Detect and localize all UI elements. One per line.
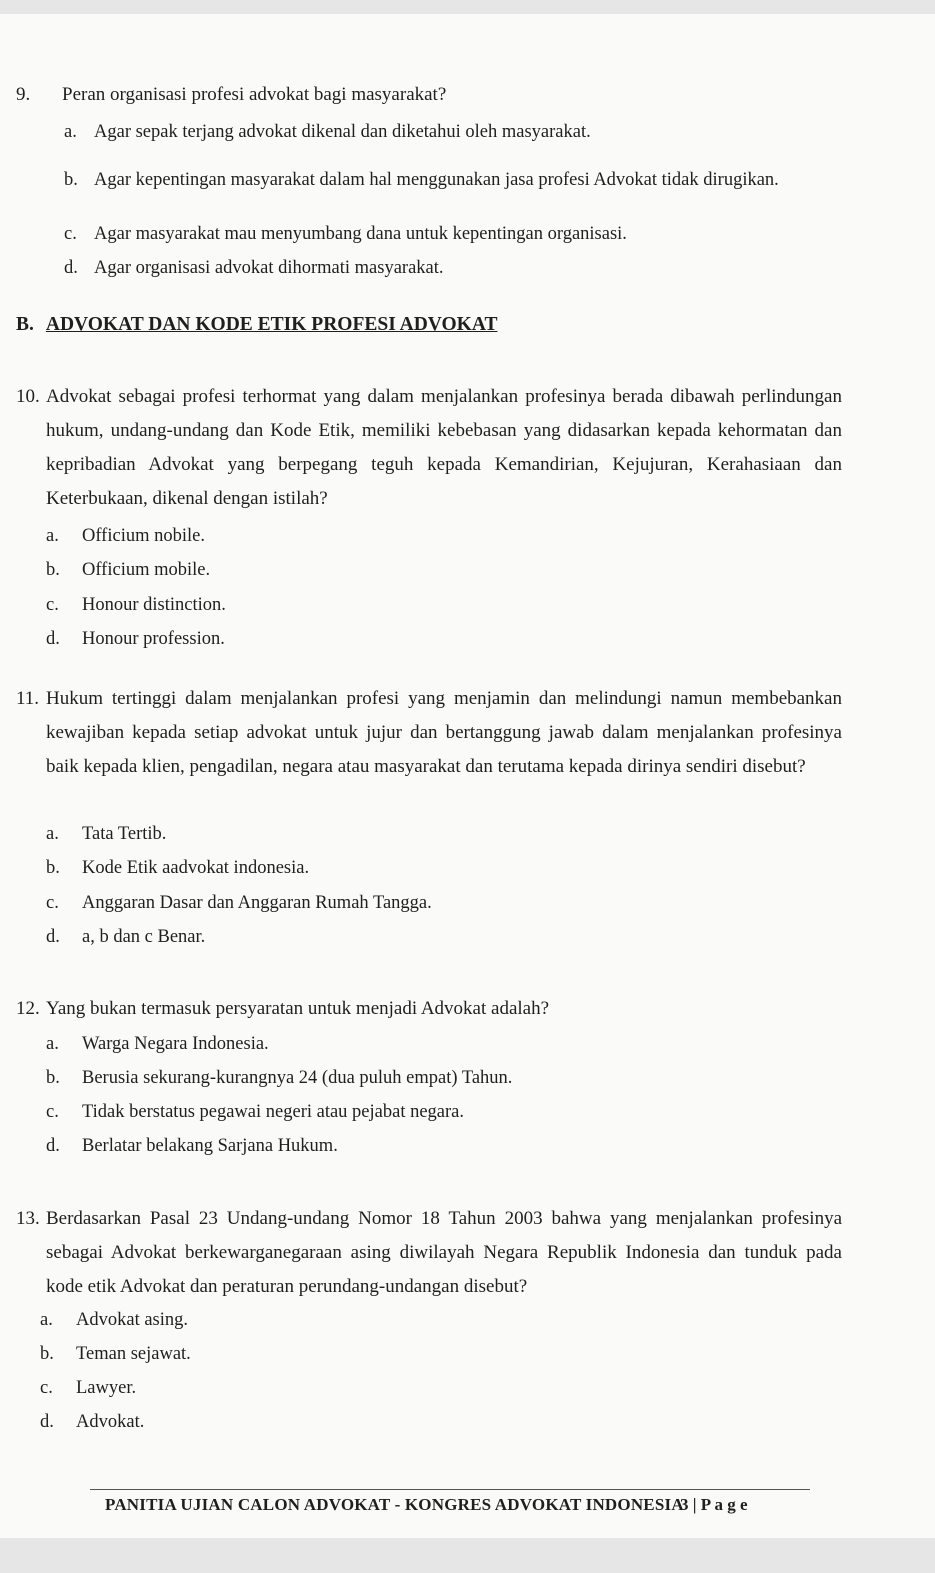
question-text: Hukum tertinggi dalam menjalankan profesi yang menjamin dan melindungi namun membebankan kewajiban kepada setiap advokat untuk jujur dan bertanggung jawab dalam menjalankan profesinya baik kepada klien, pengadilan, negara atau masyarakat dan terutama kepada dirinya sendiri disebut?: [46, 688, 842, 777]
option-label: c.: [46, 595, 59, 615]
option-label: c.: [46, 1102, 59, 1122]
option-11c: [46, 891, 432, 915]
section-label: B.: [16, 314, 34, 335]
option-10a: [46, 524, 205, 548]
option-13c: [40, 1376, 136, 1400]
option-text: Agar masyarakat mau menyumbang dana untuk kepentingan organisasi.: [94, 224, 627, 244]
option-label: b.: [46, 560, 60, 580]
option-text: Agar sepak terjang advokat dikenal dan diketahui oleh masyarakat.: [94, 122, 591, 142]
option-text: Advokat asing.: [76, 1310, 189, 1330]
option-10b: [46, 558, 210, 582]
option-label: a.: [46, 526, 59, 546]
question-10: [16, 380, 842, 516]
question-13: [16, 1202, 842, 1304]
option-label: c.: [46, 893, 59, 913]
option-text: Berusia sekurang-kurangnya 24 (dua puluh empat) Tahun.: [82, 1068, 513, 1088]
option-9d: [64, 256, 444, 280]
footer-divider: [90, 1489, 810, 1490]
question-number: 10.: [16, 386, 40, 407]
option-label: b.: [40, 1344, 54, 1364]
option-text: Warga Negara Indonesia.: [82, 1034, 269, 1054]
option-label: d.: [46, 1136, 60, 1156]
section-heading: [16, 314, 497, 336]
question-number: 9.: [16, 84, 31, 105]
section-title: ADVOKAT DAN KODE ETIK PROFESI ADVOKAT: [45, 314, 498, 335]
option-label: c.: [40, 1378, 53, 1398]
document-page: [0, 14, 935, 1538]
question-number: 11.: [16, 688, 40, 709]
option-13d: [40, 1410, 144, 1434]
option-text: Berlatar belakang Sarjana Hukum.: [82, 1136, 338, 1156]
question-text: Yang bukan termasuk persyaratan untuk menjadi Advokat adalah?: [46, 998, 550, 1019]
option-13a: [40, 1308, 188, 1332]
option-10d: [46, 627, 225, 651]
option-label: b.: [46, 1068, 60, 1088]
option-text: Tidak berstatus pegawai negeri atau pejabat negara.: [82, 1102, 465, 1122]
question-text: Berdasarkan Pasal 23 Undang-undang Nomor 18 Tahun 2003 bahwa yang menjalankan profesinya sebagai Advokat berkewarganegaraan asing diwilayah Negara Republik Indonesia dan tunduk pada kode etik Advokat dan peraturan perundang-undangan disebut?: [46, 1208, 842, 1297]
option-label: a.: [46, 824, 59, 844]
option-11d: [46, 925, 205, 949]
option-text: Advokat.: [76, 1412, 145, 1432]
question-number: 12.: [16, 998, 40, 1019]
option-11a: [46, 822, 166, 846]
page-number: 3 | P a g e: [680, 1495, 748, 1514]
option-text: Officium nobile.: [82, 526, 205, 546]
option-12c: [46, 1100, 464, 1124]
question-11: [16, 682, 842, 784]
question-9: [16, 78, 816, 112]
option-label: b.: [46, 858, 60, 878]
question-text: Advokat sebagai profesi terhormat yang dalam menjalankan profesinya berada dibawah perlindungan hukum, undang-undang dan Kode Etik, memiliki kebebasan yang didasarkan kepada kehormatan dan kepribadian Advokat yang berpegang teguh kepada Kemandirian, Kejujuran, Kerahasiaan dan Keterbukaan, dikenal dengan istilah?: [46, 386, 842, 509]
option-12a: [46, 1032, 269, 1056]
option-label: b.: [64, 170, 78, 190]
option-text: Agar organisasi advokat dihormati masyarakat.: [94, 258, 444, 278]
option-label: d.: [46, 629, 60, 649]
option-13b: [40, 1342, 191, 1366]
option-9b: [64, 164, 816, 197]
option-text: Officium mobile.: [82, 560, 211, 580]
option-text: Kode Etik aadvokat indonesia.: [82, 858, 310, 878]
option-label: d.: [46, 927, 60, 947]
option-9c: [64, 222, 627, 246]
option-text: Agar kepentingan masyarakat dalam hal menggunakan jasa profesi Advokat tidak dirugikan.: [94, 170, 779, 190]
option-label: a.: [64, 122, 77, 142]
question-text: Peran organisasi profesi advokat bagi masyarakat?: [62, 84, 447, 105]
option-label: d.: [64, 258, 78, 278]
option-9a: [64, 120, 591, 144]
option-text: Anggaran Dasar dan Anggaran Rumah Tangga.: [82, 893, 432, 913]
option-text: Honour profession.: [82, 629, 225, 649]
option-11b: [46, 856, 309, 880]
option-text: Tata Tertib.: [82, 824, 167, 844]
option-text: Teman sejawat.: [76, 1344, 191, 1364]
question-number: 13.: [16, 1208, 40, 1229]
option-text: a, b dan c Benar.: [82, 927, 206, 947]
option-text: Lawyer.: [76, 1378, 137, 1398]
option-label: a.: [40, 1310, 53, 1330]
option-text: Honour distinction.: [82, 595, 226, 615]
option-label: a.: [46, 1034, 59, 1054]
footer-text: PANITIA UJIAN CALON ADVOKAT - KONGRES ADVOKAT INDONESIA: [105, 1495, 684, 1514]
option-label: c.: [64, 224, 77, 244]
question-12: [16, 992, 816, 1026]
option-12b: [46, 1066, 512, 1090]
option-12d: [46, 1134, 338, 1158]
option-10c: [46, 593, 226, 617]
option-label: d.: [40, 1412, 54, 1432]
